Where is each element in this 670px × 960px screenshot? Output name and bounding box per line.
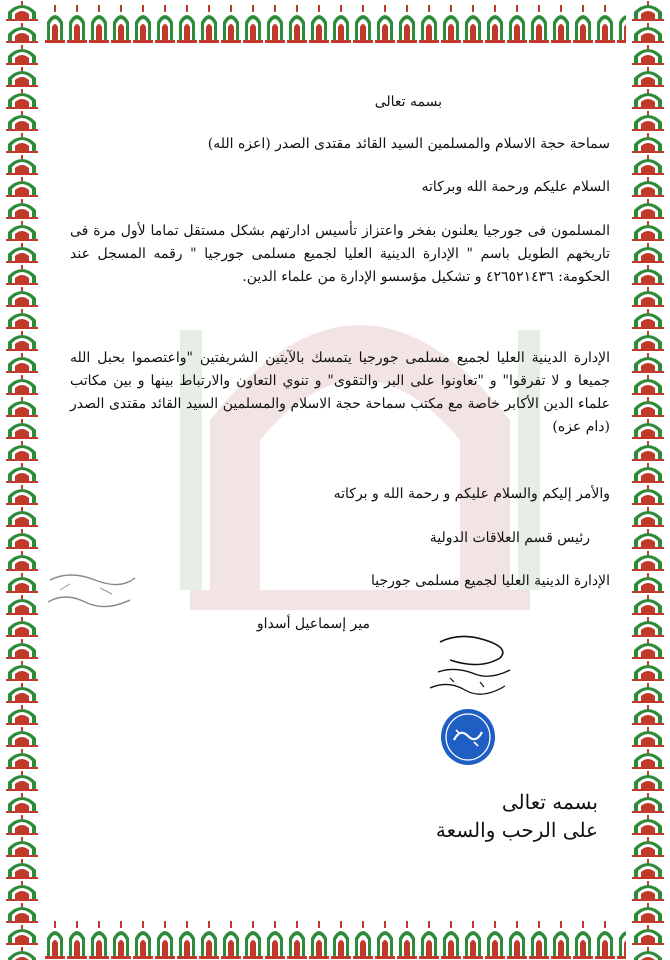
- invocation: بسمه تعالى: [374, 94, 442, 110]
- letter-body: [60, 0, 610, 960]
- signatory-title: رئيس قسم العلاقات الدولية: [429, 530, 590, 546]
- addressee: سماحة حجة الاسلام والمسلمين السيد القائد مقتدى الصدر (اعزه الله): [207, 136, 610, 152]
- signature-scribble-icon: [420, 630, 530, 709]
- right-border: [626, 0, 670, 960]
- paragraph-cooperation: الإدارة الدينية العليا لجميع مسلمى جورجيا يتمسك بالآيتين الشريفتين "واعتصموا بحبل الله جميعا و لا تفرقوا" و "تعاونوا على البر والتقوى" و تنوي التعاون والارتباط بينها و بين مكاتب علماء الدين الأكابر خاصة مع مكتب سماحة حجة الاسلام والمسلمين السيد القائد مقتدى الصدر (دام عزه): [70, 350, 610, 435]
- signatory-org: الإدارة الدينية العليا لجميع مسلمى جورجيا: [371, 573, 610, 589]
- signatory-name: مير إسماعيل أسداو: [256, 616, 370, 632]
- greeting: السلام عليكم ورحمة الله وبركاته: [421, 179, 610, 195]
- left-border: [0, 0, 44, 960]
- paragraph-announcement: المسلمون فى جورجيا يعلنون بفخر واعتزاز تأسيس ادارتهم بشكل مستقل تماما لأول مرة فى تاريخهم الطويل باسم " الإدارة الدينية العليا لجميع مسلمى جورجيا " رقمه المسجل عند الحكومة: ٤٢٦٥٢١٤٣٦ و تشكيل مؤسسو الإدارة من علماء الدين.: [70, 223, 610, 285]
- closing: والأمر إليكم والسلام عليكم و رحمة الله و بركاته: [333, 486, 610, 502]
- blue-seal-icon: [440, 708, 496, 766]
- handwritten-welcome: على الرحب والسعة: [435, 818, 598, 842]
- handwritten-invocation: بسمه تعالى: [501, 790, 598, 814]
- faded-note-scribble: [40, 566, 140, 620]
